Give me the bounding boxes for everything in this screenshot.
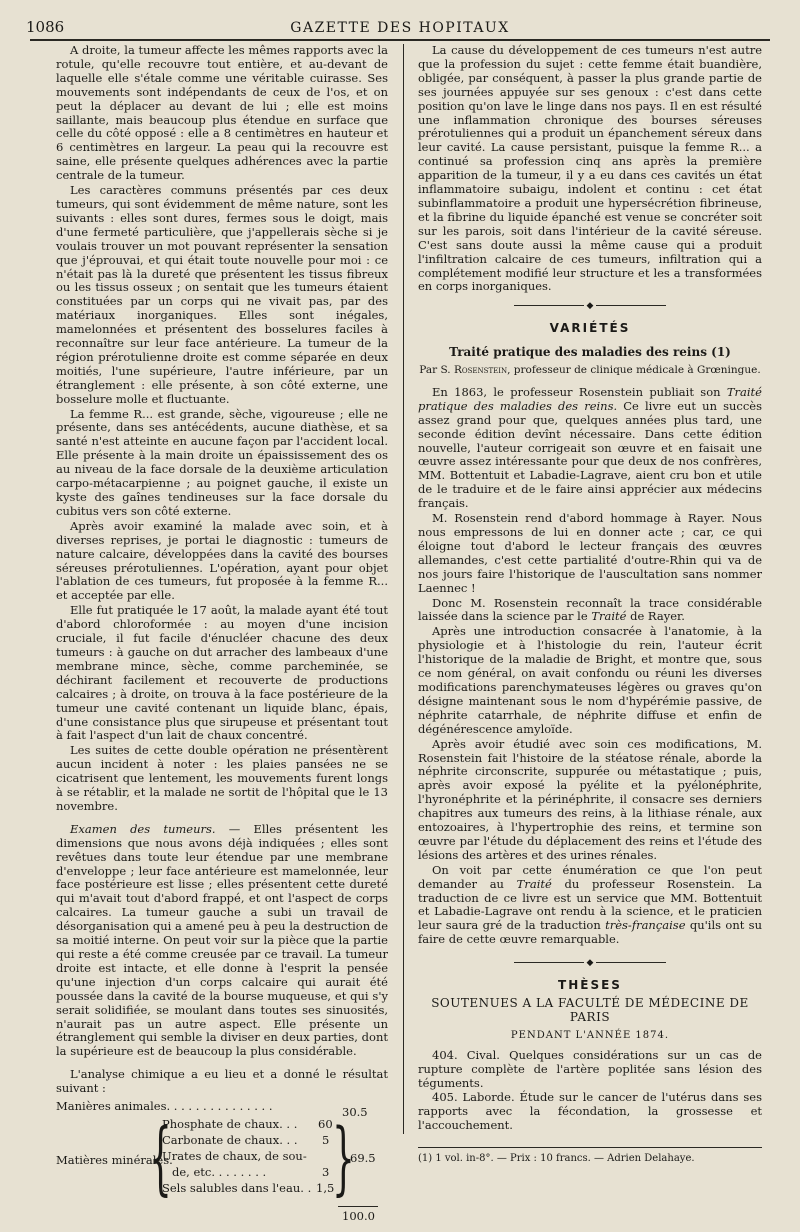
book-title-inline: Traité pratique des maladies des reins. bbox=[418, 384, 762, 413]
text: qu'ils ont su faire de cette œuvre remarquable. bbox=[418, 918, 762, 947]
total-value: 100.0 bbox=[342, 1209, 375, 1224]
mineral-value: 69.5 bbox=[350, 1151, 376, 1166]
paragraph: A droite, la tumeur affecte les mêmes rapports avec la rotule, qu'elle recouvre tout entière, et au-devant de laquelle elle s'étale comme une véritable cuirasse. Ses mouvements sont indépendants de ceux de l'os, et on peut la déplacer au devant de lui ; elle est moins saillante, mais beaucoup plus étendue en surface que celle du côté opposé : elle a 8 centimètres en hauteur et 6 centimètres en largeur. La peau qui la recouvre est saine, elle présente quelques adhérences avec la partie centrale de la tumeur. bbox=[56, 43, 388, 183]
mineral-item: Carbonate de chaux. . . bbox=[162, 1133, 298, 1148]
paragraph: Les suites de cette double opération ne présentèrent aucun incident à noter : les plaies pansées ne se cicatrisent que lentement, les mouvements furent longs à se rétablir, et la malade ne sortit de l'hôpital que le 13 novembre. bbox=[56, 743, 388, 813]
animal-label: Manières animales. . . . . . . . . . . . . . . bbox=[56, 1099, 273, 1114]
byline bbox=[418, 364, 762, 378]
exam-text: — Elles présentent les dimensions que nous avons déjà indiquées ; elles sont revêtues dans toute leur étendue par une membrane d'enveloppe ; leur face antérieure est mamelonnée, leur face postérieure est lisse ; elles présentent cette dureté qui m'avait tout d'abord frappé, et ont l'aspect de corps calcaires. La tumeur gauche a subi un travail de désorganisation qui a amené peu à peu la destruction de sa moitié interne. On peut voir sur la pièce que la partie qui reste a été comme creusée par ce travail. La tumeur droite est intacte, et elle donne à l'esprit la pensée qu'une injection d'un corps calcaire qui aurait été poussée dans la cavité de la bourse muqueuse, et qui s'y serait solidifiée, se moulant dans toutes ses sinuosités, n'aurait pas un autre aspect. Elle présente un étranglement qui semble la diviser en deux parties, dont la supérieure est de beaucoup la plus considérable. bbox=[56, 821, 389, 1059]
book-title-inline: Traité bbox=[516, 876, 552, 891]
review-paragraph: Après une introduction consacrée à l'anatomie, à la physiologie et à l'histologie du rein, l'auteur écrit l'historique de la maladie de Bright, et montre que, sous ce nom général, on avait confondu ou réuni les diverses modifications parenchymateuses légères ou graves qu'on désigne maintenant sous le nom d'hypérémie passive, de néphrite catarrhale, de néphrite diffuse et enfin de dégénérescence amyloïde. bbox=[418, 624, 762, 736]
footnote-rule bbox=[418, 1147, 762, 1148]
analysis-table bbox=[56, 1100, 388, 1232]
mineral-item: de, etc. . . . . . . . bbox=[172, 1165, 267, 1180]
thesis-entry: 405. Laborde. Étude sur le cancer de l'utérus dans ses rapports avec la fécondation, la grossesse et l'accouchement. bbox=[418, 1090, 762, 1133]
theses-subheading: SOUTENUES A LA FACULTÉ DE MÉDECINE DE PARIS bbox=[431, 996, 749, 1024]
review-paragraph bbox=[418, 864, 762, 947]
mineral-item-value: 5 bbox=[322, 1133, 330, 1148]
mineral-item-value: 1,5 bbox=[316, 1181, 335, 1196]
mineral-item-value: 60 bbox=[318, 1117, 333, 1132]
right-brace: } bbox=[332, 1111, 355, 1205]
text: du professeur Rosenstein. La traduction de ce livre est un service que MM. Bottentuit et Labadie-Lagrave ont rendu à la science, et le praticien leur saura gré de la traduction bbox=[418, 876, 762, 933]
text: Donc M. Rosenstein reconnaît la trace considérable laissée dans la science par le bbox=[418, 595, 762, 624]
section-heading-theses: THÈSES bbox=[558, 978, 622, 993]
paragraph: Elle fut pratiquée le 17 août, la malade ayant été tout d'abord chloroformée : au moyen d'une incision cruciale, il fut facile d'énucléer chacune des deux tumeurs : à gauche on dut arracher des lambeaux d'une membrane mince, sèche, comme parcheminée, se déchirant facilement et recouverte de productions calcaires ; à droite, on trouva à la face postérieure de la tumeur une cavité contenant un liquide blanc, épais, d'une consistance plus que sirupeuse et présentant tout à fait l'aspect d'un lait de chaux concentré. bbox=[56, 603, 388, 743]
mineral-label: Matières minérales. bbox=[56, 1153, 173, 1168]
mineral-item-value: 3 bbox=[322, 1165, 330, 1180]
paragraph: La femme R... est grande, sèche, vigoureuse ; elle ne présente, dans ses antécédents, aucune diathèse, et sa santé n'est atteinte en aucune façon par l'accident local. Elle présente à la main droite un épaississement des os au niveau de la face dorsale de la deuxième articulation carpo-métacarpienne ; au poignet gauche, il existe un kyste des gaînes tendineuses sur la face dorsale du cubitus vers son côté externe. bbox=[56, 406, 388, 518]
review-paragraph bbox=[418, 597, 762, 625]
right-column bbox=[418, 44, 762, 1166]
page-number: 1086 bbox=[26, 18, 65, 36]
exam-paragraph bbox=[56, 823, 388, 1059]
review-paragraph bbox=[418, 386, 762, 511]
text: En 1863, le professeur Rosenstein publiait son bbox=[432, 384, 727, 399]
theses-year: PENDANT L'ANNÉE 1874. bbox=[510, 1029, 670, 1041]
paragraph: Les caractères communs présentés par ces deux tumeurs, qui sont évidemment de même nature, sont les suivants : elles sont dures, fermes sous le doigt, mais d'une fermeté particulière, que j'appellerais sèche si je voulais trouver un mot pouvant représenter la sensation que j'éprouvai, et qui était toute nouvelle pour moi : ce n'était pas là la dureté que présentent les tissus fibreux ou les tissus osseux ; on sentait que les tumeurs étaient constituées par un corps qui ne vivait pas, par des matériaux inorganiques. Elles sont inégales, mamelonnées et présentent des bosselures faciles à reconnaître sur leur face antérieure. La tumeur de la région prérotulienne droite est comme séparée en deux moitiés, l'une supérieure, l'autre inférieure, par un étranglement : elle présente, à son côté externe, une bosselure molle et fluctuante. bbox=[56, 183, 388, 406]
review-paragraph: Après avoir étudié avec soin ces modifications, M. Rosenstein fait l'histoire de la stéatose rénale, aborde la néphrite circonscrite, suppurée ou métastatique ; puis, après avoir exposé la pyélite et la pyélonéphrite, l'hyronéphrite et la périnéphrite, il consacre ses derniers chapitres aux tumeurs des reins, à la lithiase rénale, aux entozoaires, à l'hypertrophie des reins, et termine son œuvre par l'étude du déplacement des reins et l'étude des lésions des artères et des urines rénales. bbox=[418, 736, 762, 862]
separator: ◆ bbox=[418, 957, 762, 971]
column-divider bbox=[403, 44, 404, 1134]
footnote: (1) 1 vol. in-8°. — Prix : 10 francs. — Adrien Delahaye. bbox=[418, 1153, 695, 1165]
left-column bbox=[56, 44, 388, 1232]
text: On voit par cette énumération ce que l'on peut demander au bbox=[418, 862, 762, 891]
author-name: Rosenstein bbox=[453, 364, 508, 377]
sum-rule bbox=[338, 1206, 378, 1207]
separator: ◆ bbox=[418, 300, 762, 314]
paragraph: La cause du développement de ces tumeurs n'est autre que la profession du sujet : cette femme était buandière, obligée, par conséquent, à passer la plus grande partie de ses journées appuyée sur ses genoux : c'est dans cette position qu'on lave le linge dans nos pays. Il en est résulté une inflammation chronique des bourses séreuses prérotuliennes qui a produit un épanchement séreux dans leur cavité. La cause persistant, puisque la femme R... a continué sa profession cinq ans après la première apparition de la tumeur, il y a eu dans ces cavités un état inflammatoire subaigu, indolent et continu : cet état subinflammatoire a produit une hypersécrétion fibrineuse, et la fibrine du liquide épanché est venue se concréter soit sur les parois, soit dans l'intérieur de la cavité séreuse. C'est sans doute aussi la même cause qui a produit l'infiltration calcaire de ces tumeurs, infiltration qui a complétement modifié leur structure et les a transformées en corps inorganiques. bbox=[418, 43, 762, 294]
mineral-item: Urates de chaux, de sou- bbox=[162, 1149, 307, 1164]
mineral-item: Phosphate de chaux. . . bbox=[162, 1117, 298, 1132]
text: Ce livre eut un succès assez grand pour que, quelques années plus tard, une seconde édition devînt nécessaire. Dans cette édition nouvelle, l'auteur corrigeait son œuvre et en faisait une œuvre assez intéressante pour que deux de nos confrères, MM. Bottentuit et Labadie-Lagrave, aient cru bon et utile de le traduire et de le faire ainsi apprécier aux médecins français. bbox=[418, 398, 762, 511]
book-title: Traité pratique des maladies des reins (1) bbox=[449, 345, 731, 360]
running-title: GAZETTE DES HOPITAUX bbox=[290, 20, 510, 36]
emphasis: très-française bbox=[605, 918, 686, 933]
analysis-intro: L'analyse chimique a eu lieu et a donné le résultat suivant : bbox=[56, 1067, 388, 1096]
header-rule bbox=[30, 39, 770, 41]
book-title-inline: Traité bbox=[591, 609, 627, 624]
mineral-item: Sels salubles dans l'eau. . bbox=[162, 1181, 312, 1196]
review-paragraph: M. Rosenstein rend d'abord hommage à Rayer. Nous nous empressons de lui en donner acte ; car, ce qui éloigne tout d'abord le lecteur français des œuvres allemandes, c'est cette partialité d'outre-Rhin qui va de nos jours faire l'historique de l'auscultation sans nommer Laennec ! bbox=[418, 511, 762, 595]
paragraph: Après avoir examiné la malade avec soin, et à diverses reprises, je portai le diagnostic : tumeurs de nature calcaire, développées dans la cavité des bourses séreuses prérotuliennes. L'opération, ayant pour objet l'ablation de ces tumeurs, fut proposée à la femme R... et acceptée par elle. bbox=[56, 518, 388, 603]
left-brace: { bbox=[149, 1111, 172, 1205]
section-heading-varietes: VARIÉTÉS bbox=[549, 321, 631, 336]
text: de Rayer. bbox=[626, 609, 685, 624]
thesis-entry: 404. Cival. Quelques considérations sur un cas de rupture complète de l'artère poplitée sans lésion des téguments. bbox=[418, 1047, 762, 1090]
byline-prefix: Par S. bbox=[419, 364, 454, 377]
exam-label: Examen des tumeurs. bbox=[70, 821, 216, 836]
animal-value: 30.5 bbox=[342, 1105, 368, 1120]
byline-suffix: , professeur de clinique médicale à Grœningue. bbox=[507, 364, 761, 377]
